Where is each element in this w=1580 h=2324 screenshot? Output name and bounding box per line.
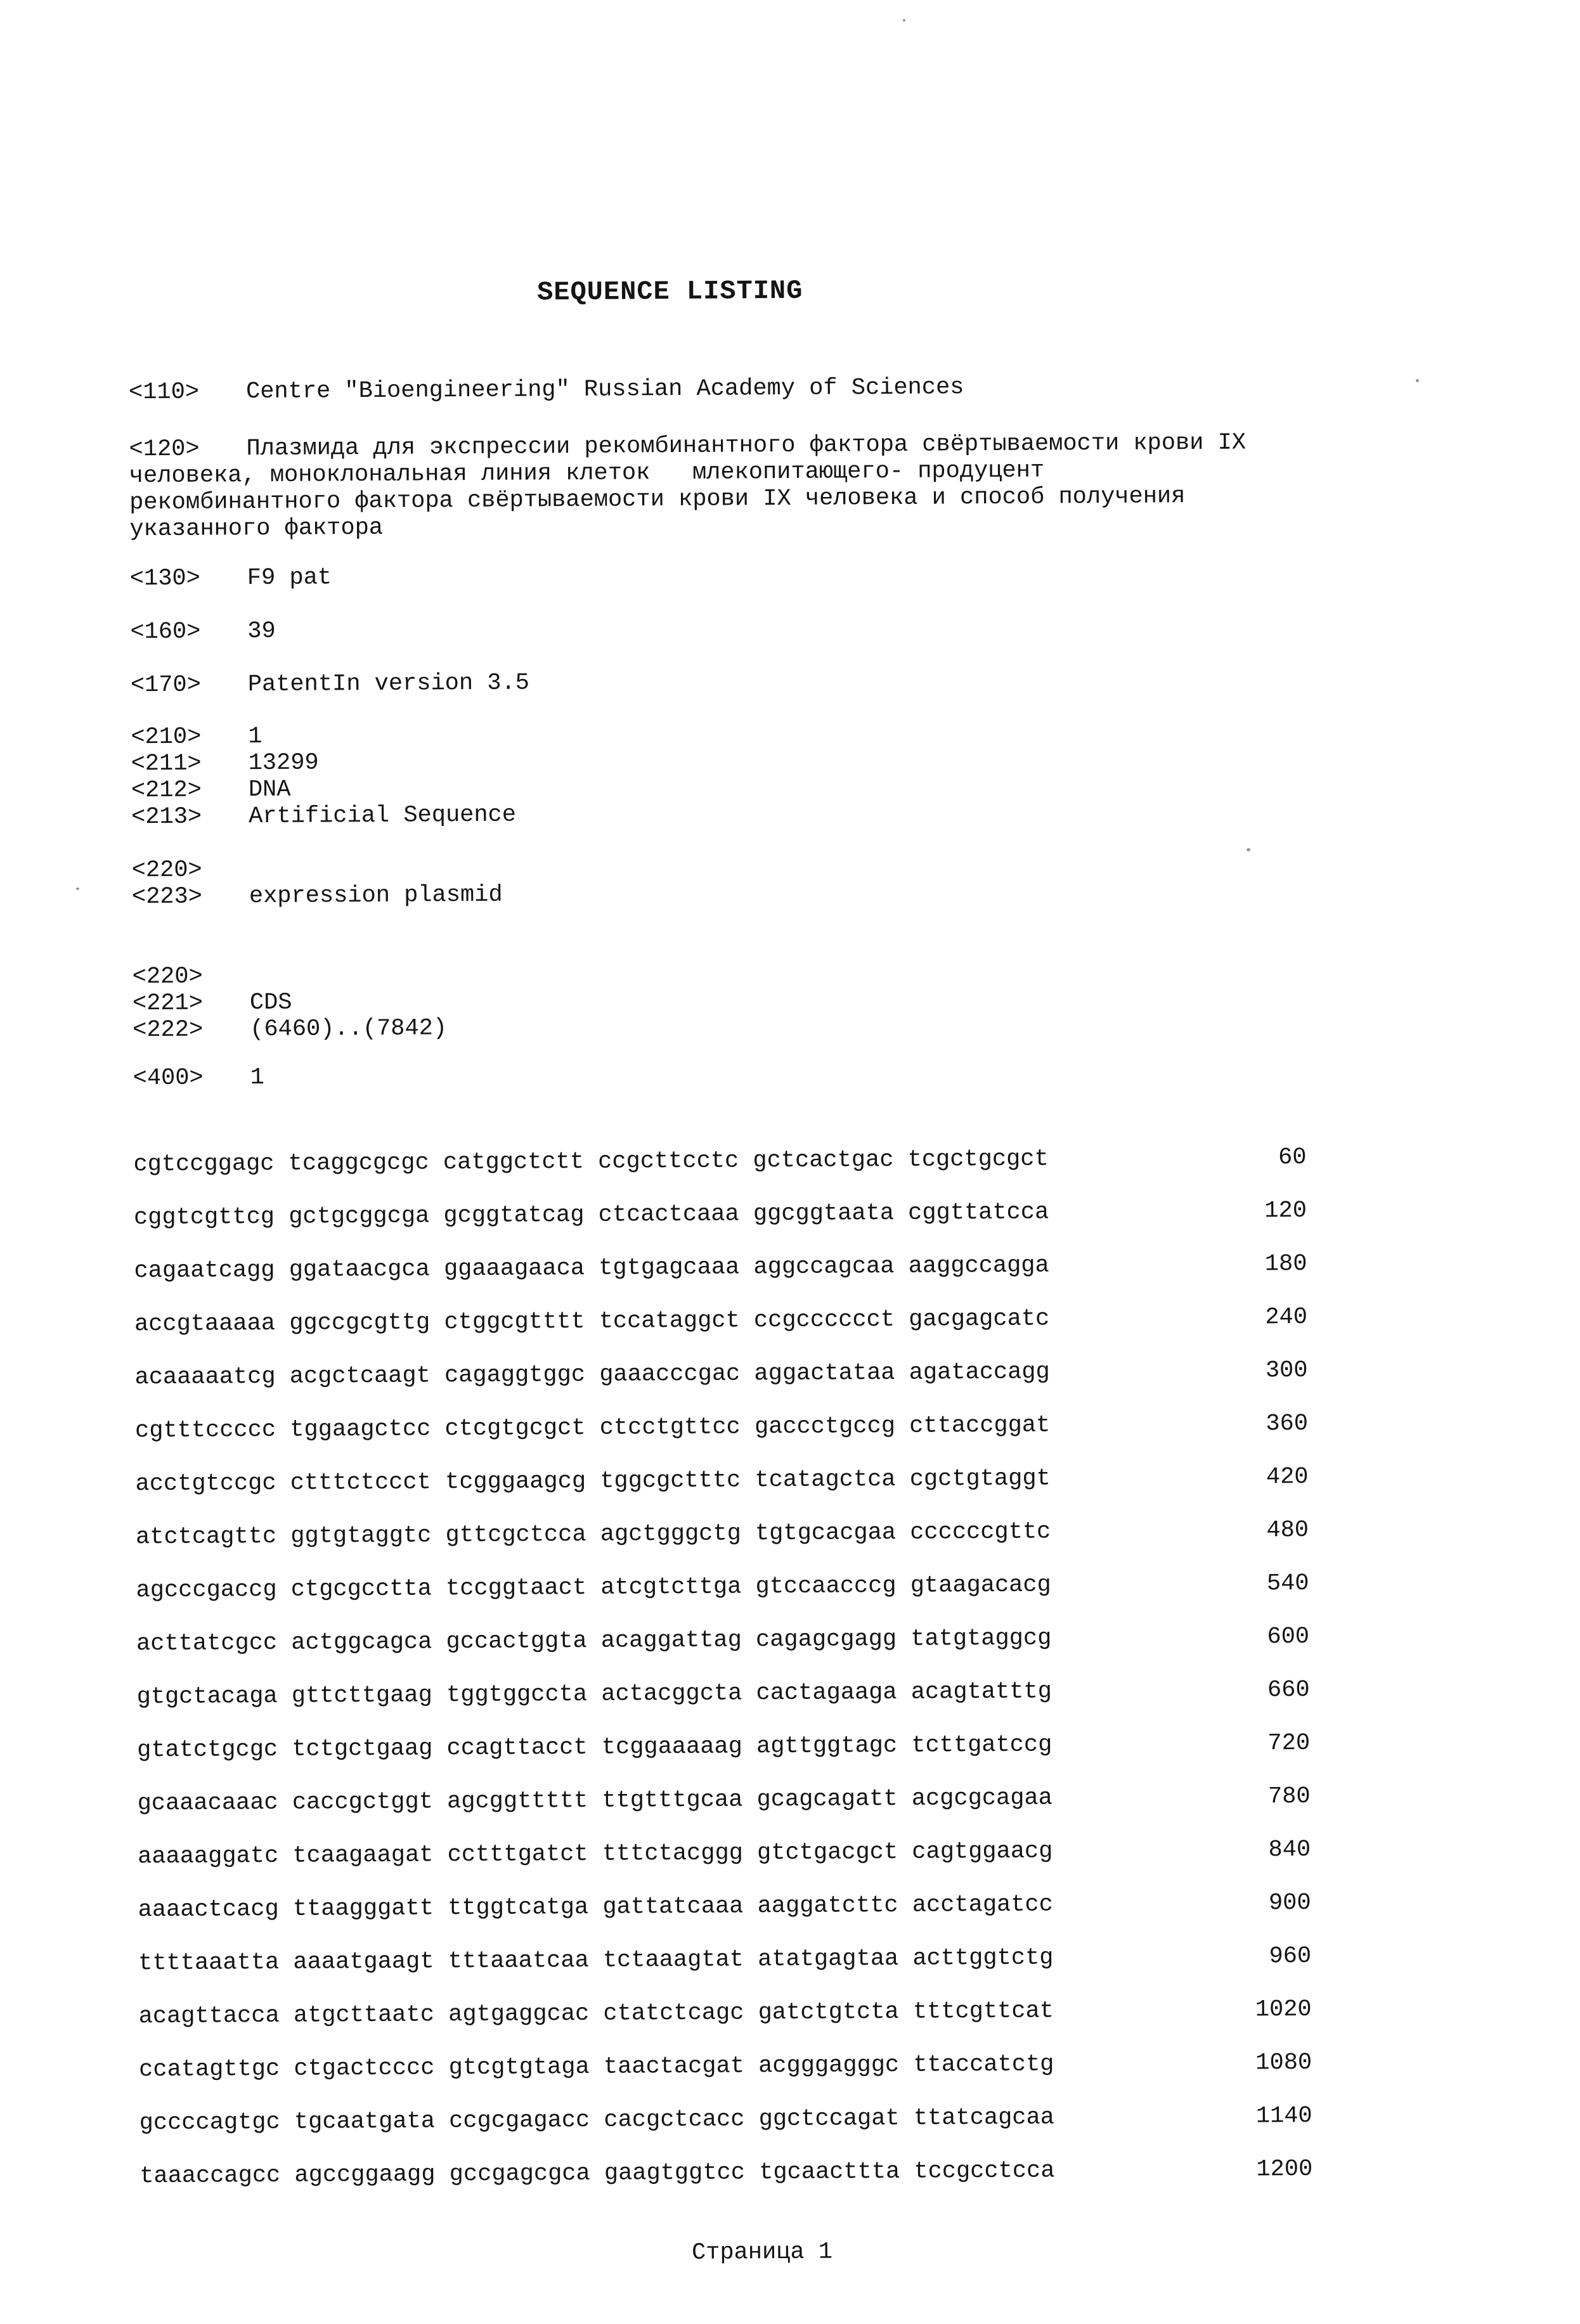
field-tag: <120>: [129, 436, 246, 463]
field-row: [130, 610, 1569, 645]
page-title: SEQUENCE LISTING: [128, 270, 1567, 311]
sequence-row: [139, 1996, 1312, 2030]
field-tag: <210>: [131, 723, 248, 751]
scan-speck: [1416, 379, 1419, 382]
sequence-row: [138, 1837, 1311, 1870]
sequence-row: [134, 1357, 1307, 1391]
field-row: [133, 1056, 1572, 1092]
field-tag: <130>: [130, 565, 247, 592]
sequence-row: [137, 1677, 1310, 1710]
sequence-text: agcccgaccg ctgcgcctta tccggtaact atcgtcttga gtccaacccg gtaagacacg: [136, 1572, 1051, 1604]
sequence-row: [136, 1570, 1309, 1604]
sequence-position: 420: [1266, 1464, 1309, 1490]
sequence-position: 540: [1267, 1570, 1309, 1597]
sequence-row: [139, 2050, 1312, 2083]
sequence-text: cgtttccccc tggaagctcc ctcgtgcgct ctcctgttcc gaccctgccg cttaccggat: [135, 1412, 1050, 1444]
field-value: expression plasmid: [249, 882, 503, 910]
sequence-row: [139, 2103, 1312, 2136]
sequence-position: 240: [1265, 1304, 1307, 1331]
sequence-row: [134, 1304, 1307, 1338]
field-tag: <213>: [131, 803, 249, 830]
field-value: PatentIn version 3.5: [248, 669, 529, 698]
sequence-row: [138, 1890, 1311, 1923]
field-tag: <400>: [133, 1064, 250, 1092]
sequence-row: [136, 1517, 1309, 1551]
field-block: [133, 1056, 1572, 1092]
scan-speck: [903, 19, 905, 22]
sequence-listing: [133, 1144, 1312, 2190]
sequence-text: acttatcgcc actggcagca gccactggta acaggattag cagagcgagg tatgtaggcg: [136, 1625, 1051, 1657]
sequence-row: [137, 1730, 1310, 1764]
sequence-text: acaaaaatcg acgctcaagt cagaggtggc gaaacccgac aggactataa agataccagg: [134, 1359, 1049, 1391]
sequence-text: acagttacca atgcttaatc agtgaggcac ctatctcagc gatctgtcta tttcgttcat: [139, 1998, 1054, 2030]
sequence-position: 600: [1267, 1624, 1309, 1650]
sequence-text: cagaatcagg ggataacgca ggaaagaaca tgtgagcaaa aggccagcaa aaggccagga: [134, 1252, 1049, 1284]
field-block: [130, 610, 1569, 645]
sequence-position: 960: [1269, 1943, 1311, 1970]
field-block: [132, 848, 1571, 910]
field-tag: <160>: [130, 618, 247, 645]
field-block: [130, 557, 1569, 592]
field-tag: <212>: [131, 777, 249, 804]
sequence-position: 1200: [1256, 2156, 1312, 2183]
field-value: указанного фактора: [129, 515, 383, 543]
sequence-text: ccatagttgc ctgactcccc gtcgtgtaga taactacgat acgggagggc ttaccatctg: [139, 2051, 1054, 2083]
field-value: Artificial Sequence: [249, 802, 516, 830]
field-value: человека, моноклональная линия клеток млекопитающего- продуцент: [129, 457, 1044, 489]
sequence-position: 180: [1265, 1251, 1307, 1277]
sequence-row: [134, 1251, 1307, 1284]
sequence-position: 120: [1264, 1198, 1307, 1224]
sequence-text: gccccagtgc tgcaatgata ccgcgagacc cacgctcacc ggctccagat ttatcagcaa: [139, 2104, 1054, 2136]
field-row: [131, 663, 1570, 699]
field-tag: <220>: [132, 856, 249, 884]
sequence-row: [135, 1411, 1308, 1444]
sequence-position: 720: [1267, 1730, 1310, 1757]
sequence-text: accgtaaaaa ggccgcgttg ctggcgtttt tccataggct ccgcccccct gacgagcatc: [134, 1305, 1049, 1338]
field-tag: <211>: [131, 750, 249, 777]
field-block: [131, 663, 1570, 699]
field-value: 13299: [249, 749, 319, 777]
sequence-text: gcaaacaaac caccgctggt agcggttttt ttgtttgcaa gcagcagatt acgcgcagaa: [138, 1785, 1052, 1817]
field-tag: <220>: [133, 963, 250, 990]
sequence-position: 840: [1268, 1837, 1311, 1863]
field-tag: <223>: [132, 883, 249, 910]
field-value: 1: [248, 723, 262, 750]
sequence-text: cgtccggagc tcaggcgcgc catggctctt ccgcttcctc gctcactgac tcgctgcgct: [133, 1146, 1048, 1178]
header-fields: [129, 370, 1572, 1092]
field-tag: <222>: [133, 1016, 250, 1043]
sequence-row: [135, 1464, 1308, 1497]
field-row: [129, 370, 1568, 406]
scan-speck: [1247, 848, 1250, 851]
sequence-row: [139, 2156, 1312, 2190]
scan-speck: [76, 888, 79, 890]
sequence-text: taaaccagcc agccggaagg gccgagcgca gaagtggtcc tgcaacttta tccgcctcca: [139, 2157, 1054, 2190]
sequence-position: 900: [1269, 1890, 1311, 1916]
field-tag: <110>: [129, 378, 246, 406]
field-value: (6460)..(7842): [250, 1015, 447, 1043]
field-value: 39: [247, 618, 276, 645]
field-block: [131, 715, 1570, 830]
field-tag: <170>: [131, 671, 248, 699]
sequence-row: [138, 1943, 1311, 1977]
sequence-position: 60: [1278, 1144, 1307, 1171]
sequence-text: gtgctacaga gttcttgaag tggtggccta actacggcta cactagaaga acagtatttg: [137, 1678, 1052, 1710]
sequence-row: [133, 1144, 1306, 1178]
field-value: Плазмида для экспрессии рекомбинантного фактора свёртываемости крови IX: [246, 430, 1246, 463]
sequence-row: [136, 1624, 1309, 1657]
field-value: CDS: [250, 990, 292, 1016]
field-value: F9 pat: [247, 564, 332, 591]
sequence-text: gtatctgcgc tctgctgaag ccagttacct tcggaaaaag agttggtagc tcttgatccg: [137, 1731, 1052, 1764]
sequence-position: 1080: [1255, 2050, 1312, 2077]
sequence-position: 1020: [1255, 1996, 1312, 2024]
field-block: [133, 955, 1572, 1043]
field-row: [130, 557, 1569, 592]
sequence-position: 360: [1266, 1411, 1308, 1437]
field-tag: <221>: [133, 990, 250, 1017]
sequence-position: 300: [1266, 1357, 1308, 1384]
sequence-text: cggtcgttcg gctgcggcga gcggtatcag ctcactcaaa ggcggtaata cggttatcca: [134, 1199, 1049, 1231]
field-block: [129, 370, 1568, 406]
sequence-position: 660: [1267, 1677, 1310, 1703]
field-value: рекомбинантного фактора свёртываемости крови IX человека и способ получения: [129, 483, 1186, 516]
sequence-text: aaaactcacg ttaagggatt ttggtcatga gattatcaaa aaggatcttc acctagatcc: [138, 1891, 1053, 1923]
field-value: DNA: [249, 777, 291, 803]
field-block: [129, 427, 1569, 543]
sequence-row: [138, 1783, 1311, 1817]
sequence-position: 480: [1266, 1517, 1309, 1544]
sequence-text: atctcagttc ggtgtaggtc gttcgctcca agctgggctg tgtgcacgaa ccccccgttc: [136, 1518, 1051, 1551]
sequence-text: aaaaaggatc tcaagaagat cctttgatct tttctacggg gtctgacgct cagtggaacg: [138, 1838, 1052, 1870]
sequence-position: 1140: [1256, 2103, 1312, 2130]
sequence-text: acctgtccgc ctttctccct tcgggaagcg tggcgctttc tcatagctca cgctgtaggt: [135, 1465, 1050, 1497]
field-value: Centre "Bioengineering" Russian Academy of Sciences: [246, 374, 964, 405]
page-footer: Страница 1: [692, 2234, 1579, 2266]
sequence-position: 780: [1268, 1783, 1311, 1810]
sequence-row: [134, 1198, 1307, 1231]
field-value: 1: [250, 1064, 264, 1091]
sequence-text: ttttaaatta aaaatgaagt tttaaatcaa tctaaagtat atatgagtaa acttggtctg: [138, 1944, 1053, 1977]
